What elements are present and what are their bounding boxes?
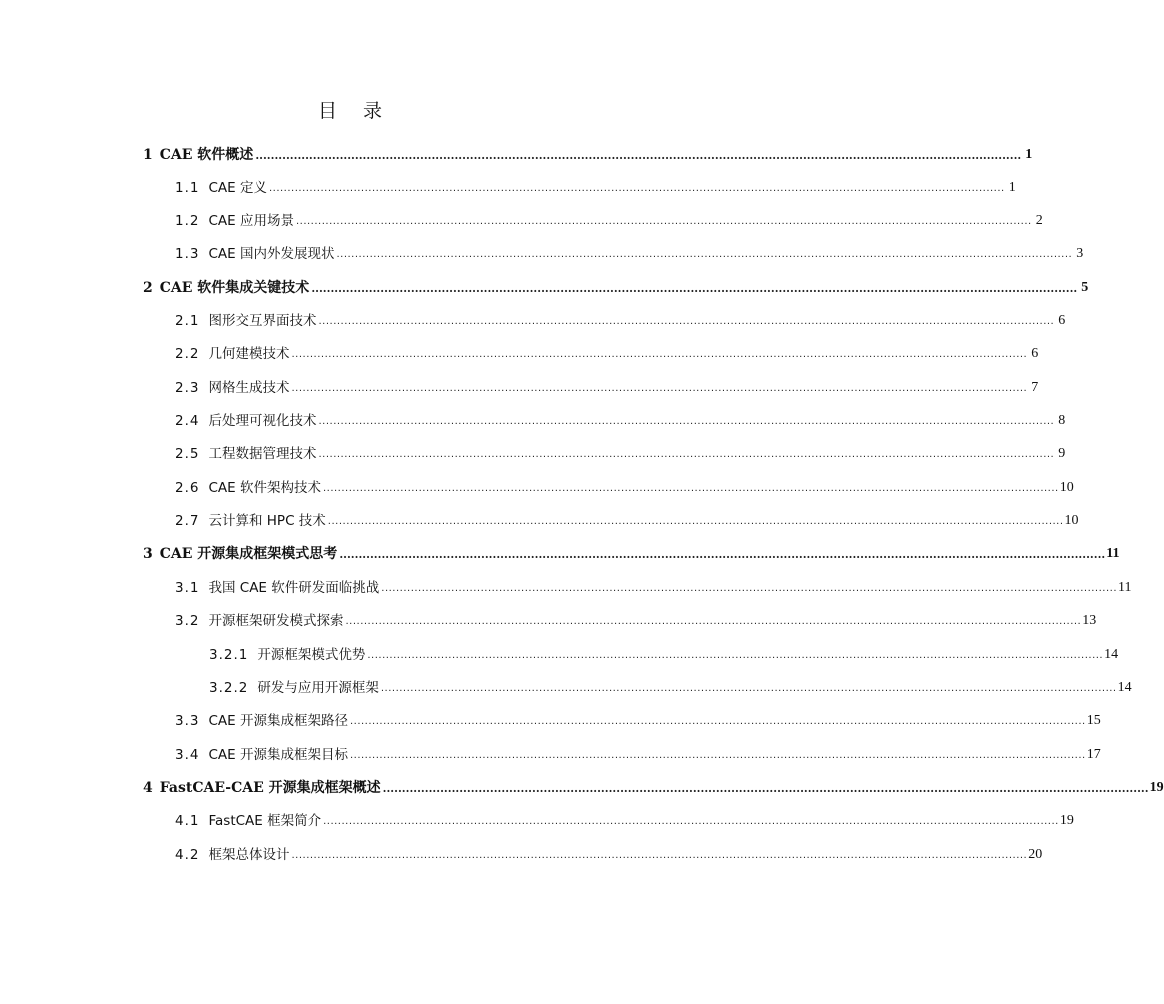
toc-entry[interactable] [175,742,1101,764]
toc-entry[interactable] [175,575,1132,597]
toc-entry-page: 13 [1082,613,1097,628]
toc-entry[interactable] [209,675,1132,697]
toc-entry[interactable] [175,175,1016,197]
toc-entry[interactable] [175,241,1084,263]
dot-leader: ........................................................................................................................................................................................................ [291,850,1028,861]
toc-entry-number: 1 [143,147,153,163]
dot-leader: ........................................................................................................................................................................................................ [327,516,1064,527]
toc-entry-text: 工程数据管理技术 [208,446,317,462]
dot-leader: ........................................................................................................................................................................................................ [318,316,1055,327]
toc-entry-text: CAE 定义 [208,180,267,196]
toc-entry-number: 2 [143,280,153,296]
toc-entry[interactable] [175,508,1079,530]
dot-leader: ........................................................................................................................................................................................................ [291,383,1028,394]
dot-leader: ........................................................................................................................................................................................................ [268,183,1005,194]
toc-entry-text: 框架总体设计 [208,847,290,863]
dot-leader: ........................................................................................................................................................................................................ [295,216,1032,227]
dot-leader: ........................................................................................................................................................................................................ [382,782,1149,795]
toc-entry-number: 1.3 [175,246,200,262]
dot-leader: ........................................................................................................................................................................................................ [311,282,1078,295]
toc-entry-text: 几何建模技术 [208,346,290,362]
toc-entry-page: 5 [1081,280,1089,295]
toc-entry-number: 1.2 [175,213,200,229]
toc-entry-page: 2 [1035,213,1043,228]
toc-entry-text: CAE 软件概述 [159,147,254,163]
toc-entry-number: 3.3 [175,713,200,729]
toc-entry-text: 网格生成技术 [208,380,290,396]
toc-entry[interactable] [143,541,1120,563]
toc-entry-number: 3.2.2 [209,680,249,696]
toc-entry[interactable] [175,808,1074,830]
toc-entry-text: 我国 CAE 软件研发面临挑战 [208,580,380,596]
dot-leader: ........................................................................................................................................................................................................ [323,816,1059,827]
toc-entry-number: 2.6 [175,480,200,496]
dot-leader: ........................................................................................................................................................................................................ [367,650,1104,661]
toc-entry-page: 3 [1076,246,1084,261]
toc-entry[interactable] [175,375,1039,397]
toc-entry-page: 9 [1058,446,1066,461]
toc-entry-number: 3.2.1 [209,647,249,663]
toc-entry-number: 3.2 [175,613,200,629]
toc-entry-text: 后处理可视化技术 [208,413,317,429]
toc-entry-text: CAE 开源集成框架路径 [208,713,348,729]
toc-entry-text: CAE 软件架构技术 [208,480,321,496]
dot-leader: ........................................................................................................................................................................................................ [318,416,1055,427]
toc-entry-page: 19 [1149,780,1164,795]
toc-entry-number: 3.1 [175,580,200,596]
toc-entry-page: 14 [1117,680,1132,695]
toc-entry-page: 1 [1008,180,1016,195]
toc-entry-text: 开源框架研发模式探索 [208,613,344,629]
toc-entry[interactable] [209,642,1119,664]
dot-leader: ........................................................................................................................................................................................................ [322,483,1059,494]
dot-leader: ........................................................................................................................................................................................................ [349,750,1086,761]
toc-entry-number: 2.4 [175,413,200,429]
toc-entry-page: 17 [1086,747,1101,762]
toc-entry-number: 1.1 [175,180,200,196]
toc-entry-page: 14 [1104,647,1119,662]
toc-entry-text: CAE 应用场景 [208,213,294,229]
toc-entry-number: 3.4 [175,747,200,763]
toc-entry[interactable] [175,475,1074,497]
toc-entry[interactable] [175,341,1039,363]
toc-entry-page: 8 [1058,413,1066,428]
toc-title: 目 录 [317,100,393,122]
toc-entry[interactable] [175,208,1043,230]
toc-entry-number: 2.5 [175,446,200,462]
toc-entry-number: 4 [143,780,153,796]
toc-entry-number: 2.1 [175,313,200,329]
toc-entry-number: 4.2 [175,847,200,863]
toc-entry-number: 3 [143,546,153,562]
dot-leader: ........................................................................................................................................................................................................ [380,683,1117,694]
dot-leader: ........................................................................................................................................................................................................ [345,616,1082,627]
toc-entry[interactable] [143,775,1164,797]
toc-entry-page: 11 [1118,580,1132,595]
dot-leader: ........................................................................................................................................................................................................ [255,149,1022,162]
toc-entry-page: 1 [1025,147,1033,162]
toc-entry-text: CAE 软件集成关键技术 [159,280,310,296]
dot-leader: ........................................................................................................................................................................................................ [291,349,1028,360]
toc-entry-number: 2.2 [175,346,200,362]
toc-entry-text: 开源框架模式优势 [257,647,366,663]
toc-entry-text: 研发与应用开源框架 [257,680,379,696]
toc-entry-number: 2.3 [175,380,200,396]
toc-entry-number: 2.7 [175,513,200,529]
toc-entry-text: CAE 开源集成框架目标 [208,747,348,763]
toc-entry-text: FastCAE 框架简介 [208,813,322,829]
toc-entry-page: 19 [1059,813,1074,828]
toc-entry[interactable] [175,708,1101,730]
toc-entry-page: 20 [1028,847,1043,862]
toc-entry-page: 6 [1031,346,1039,361]
toc-entry[interactable] [143,275,1089,297]
toc-entry-text: 图形交互界面技术 [208,313,317,329]
toc-entry-page: 7 [1031,380,1039,395]
toc-entry-number: 4.1 [175,813,200,829]
toc-entry[interactable] [175,308,1066,330]
toc-entry[interactable] [143,142,1033,164]
dot-leader: ........................................................................................................................................................................................................ [318,449,1055,460]
toc-entry[interactable] [175,441,1066,463]
toc-entry-page: 11 [1106,546,1120,561]
toc-entry-page: 10 [1064,513,1079,528]
toc-entry-text: 云计算和 HPC 技术 [208,513,326,529]
toc-entry[interactable] [175,842,1043,864]
toc-entry[interactable] [175,608,1097,630]
toc-entry-page: 10 [1059,480,1074,495]
toc-entry-page: 6 [1058,313,1066,328]
dot-leader: ........................................................................................................................................................................................................ [349,716,1086,727]
toc-entry-page: 15 [1086,713,1101,728]
toc-entry[interactable] [175,408,1066,430]
dot-leader: ........................................................................................................................................................................................................ [336,249,1073,260]
dot-leader: ........................................................................................................................................................................................................ [381,583,1118,594]
toc-entry-text: FastCAE-CAE 开源集成框架概述 [159,780,381,796]
dot-leader: ........................................................................................................................................................................................................ [339,548,1106,561]
toc-entry-text: CAE 开源集成框架模式思考 [159,546,338,562]
toc-entry-text: CAE 国内外发展现状 [208,246,335,262]
